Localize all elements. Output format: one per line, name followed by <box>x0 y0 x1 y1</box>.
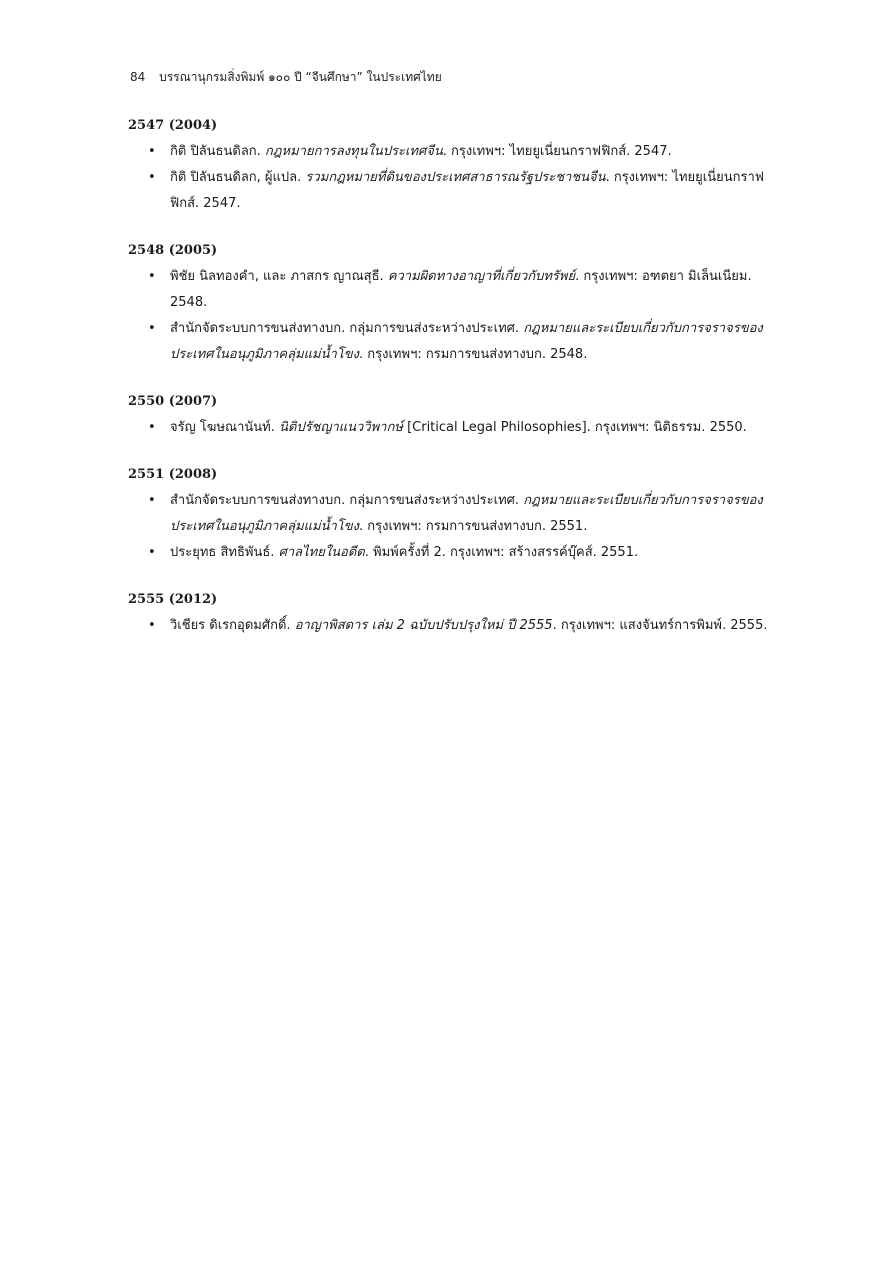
bullet-icon: • <box>148 321 156 336</box>
entry-title: ความผิดทางอาญาที่เกี่ยวกับทรัพย์ <box>387 269 576 284</box>
entry-list <box>128 613 778 639</box>
entry-title: รวมกฎหมายที่ดินของประเทศสาธารณรัฐประชาชนจีน <box>305 170 606 185</box>
running-title: บรรณานุกรมสิ่งพิมพ์ ๑๐๐ ปี “จีนศึกษา” ในประเทศไทย <box>159 70 442 84</box>
bibliography-entry <box>128 316 778 368</box>
year-heading: 2547 (2004) <box>128 118 218 133</box>
entry-author: กิติ ปิลันธนดิลก, ผู้แปล. <box>170 170 306 185</box>
entry-title: ศาลไทยในอดีต <box>278 545 365 560</box>
bullet-icon: • <box>148 618 156 633</box>
year-section <box>128 467 778 566</box>
year-section <box>128 118 778 217</box>
entry-publication: . กรุงเทพฯ: ไทยยูเนี่ยนกราฟฟิกส์. 2547. <box>170 170 764 211</box>
bibliography-entry <box>128 165 778 217</box>
entry-author: สำนักจัดระบบการขนส่งทางบก. กลุ่มการขนส่งระหว่างประเทศ. <box>170 321 524 336</box>
entry-publication: . กรุงเทพฯ: อฑตยา มิเล็นเนียม. 2548. <box>170 269 752 310</box>
year-heading: 2548 (2005) <box>128 243 218 258</box>
bullet-icon: • <box>148 420 156 435</box>
entry-list <box>128 415 778 441</box>
year-heading: 2550 (2007) <box>128 394 218 409</box>
bullet-icon: • <box>148 170 156 185</box>
entry-author: พิชัย นิลทองคำ, และ ภาสกร ญาณสุธี. <box>170 269 388 284</box>
entry-title: นิติปรัชญาแนววิพากษ์ <box>278 420 403 435</box>
bullet-icon: • <box>148 545 156 560</box>
bibliography-entry <box>128 540 778 566</box>
entry-title: กฎหมายการลงทุนในประเทศจีน <box>264 144 443 159</box>
year-heading: 2551 (2008) <box>128 467 218 482</box>
bullet-icon: • <box>148 269 156 284</box>
entry-title: อาญาพิสดาร เล่ม 2 ฉบับปรับปรุงใหม่ ปี 2555 <box>294 618 553 633</box>
entry-publication: . พิมพ์ครั้งที่ 2. กรุงเทพฯ: สร้างสรรค์บุ๊คส์. 2551. <box>364 545 639 560</box>
bullet-icon: • <box>148 493 156 508</box>
bibliography-entry <box>128 488 778 540</box>
entry-title: กฎหมายและระเบียบเกี่ยวกับการจราจรของประเทศในอนุภูมิภาคลุ่มแม่น้ำโขง <box>170 321 763 362</box>
bibliography-entry <box>128 139 778 165</box>
page-number: 84 <box>130 70 146 84</box>
bibliography-entry <box>128 415 778 441</box>
year-section <box>128 592 778 639</box>
year-section <box>128 394 778 441</box>
year-heading: 2555 (2012) <box>128 592 218 607</box>
entry-publication: . กรุงเทพฯ: แสงจันทร์การพิมพ์. 2555. <box>552 618 768 633</box>
entry-title: กฎหมายและระเบียบเกี่ยวกับการจราจรของประเทศในอนุภูมิภาคลุ่มแม่น้ำโขง <box>170 493 763 534</box>
bibliography-content <box>128 118 778 665</box>
entry-author: จรัญ โฆษณานันท์. <box>170 420 279 435</box>
bullet-icon: • <box>148 144 156 159</box>
entry-author: สำนักจัดระบบการขนส่งทางบก. กลุ่มการขนส่งระหว่างประเทศ. <box>170 493 524 508</box>
bibliography-entry <box>128 264 778 316</box>
entry-publication: . กรุงเทพฯ: ไทยยูเนี่ยนกราฟฟิกส์. 2547. <box>442 144 672 159</box>
bibliography-entry <box>128 613 778 639</box>
entry-list <box>128 139 778 217</box>
entry-publication: [Critical Legal Philosophies]. กรุงเทพฯ: นิติธรรม. 2550. <box>402 420 747 435</box>
year-section <box>128 243 778 368</box>
entry-publication: . กรุงเทพฯ: กรมการขนส่งทางบก. 2551. <box>359 519 588 534</box>
entry-list <box>128 488 778 566</box>
entry-author: กิติ ปิลันธนดิลก. <box>170 144 265 159</box>
entry-author: วิเชียร ดิเรกอุดมศักดิ์. <box>170 618 295 633</box>
entry-author: ประยุทธ สิทธิพันธ์. <box>170 545 279 560</box>
entry-list <box>128 264 778 368</box>
entry-publication: . กรุงเทพฯ: กรมการขนส่งทางบก. 2548. <box>359 347 588 362</box>
running-header <box>130 68 442 87</box>
